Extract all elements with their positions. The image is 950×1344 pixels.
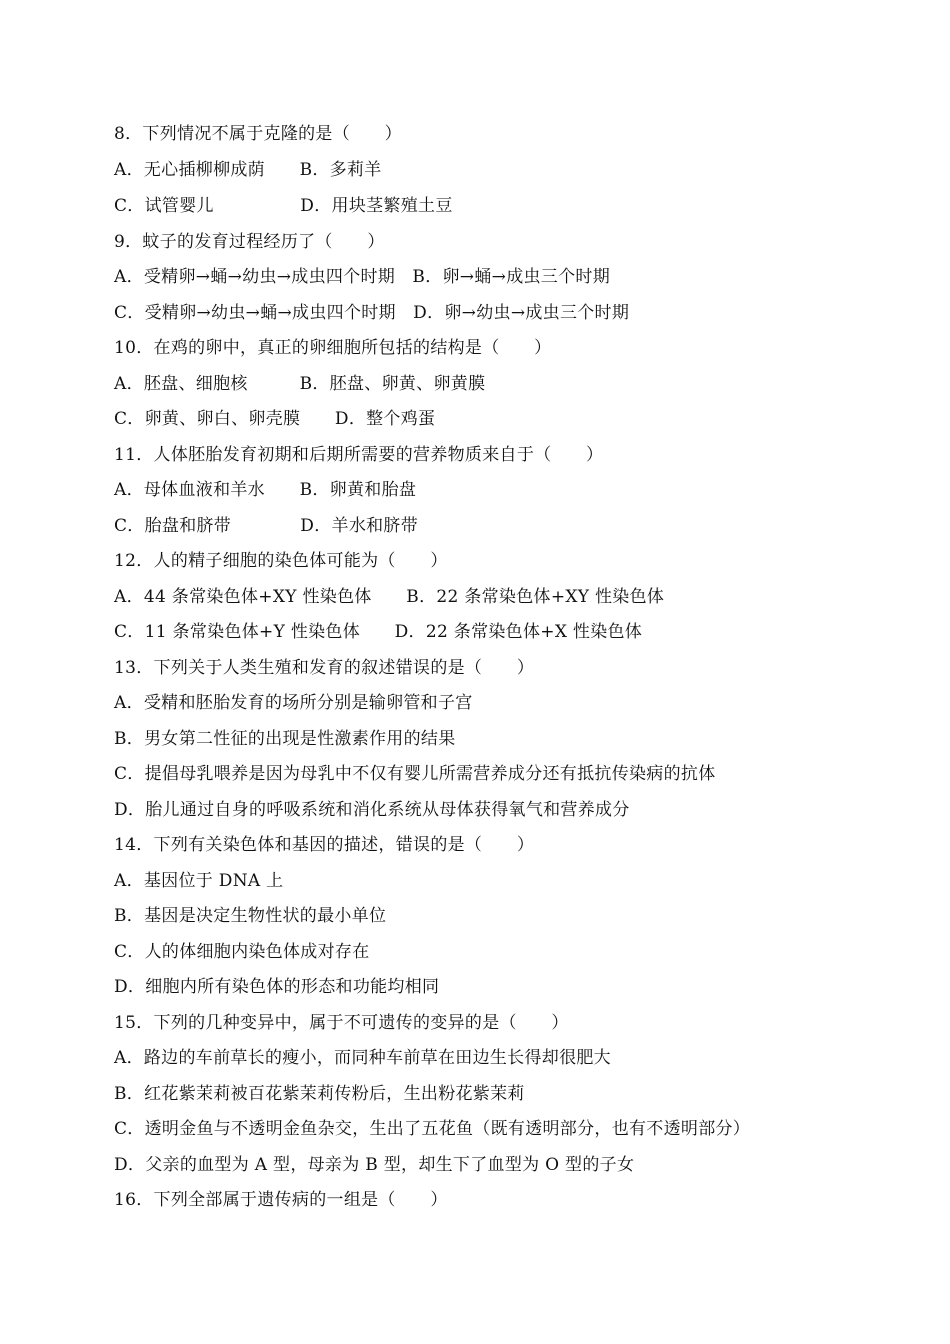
- question-9-options-cd: C．受精卵→幼虫→蛹→成虫四个时期 D．卵→幼虫→成虫三个时期: [114, 303, 630, 323]
- question-11-options-ab: A．母体血液和羊水 B．卵黄和胎盘: [114, 480, 417, 500]
- question-16-stem: 16．下列全部属于遗传病的一组是（ ）: [114, 1190, 448, 1210]
- question-15-option-c: C．透明金鱼与不透明金鱼杂交，生出了五花鱼（既有透明部分，也有不透明部分）: [114, 1119, 751, 1139]
- question-12-options-ab: A．44 条常染色体+XY 性染色体 B．22 条常染色体+XY 性染色体: [114, 587, 665, 607]
- question-15-option-a: A．路边的车前草长的瘦小，而同种车前草在田边生长得却很肥大: [114, 1048, 611, 1068]
- question-8-options-cd: C．试管婴儿 D．用块茎繁殖土豆: [114, 196, 453, 216]
- question-11-stem: 11．人体胚胎发育初期和后期所需要的营养物质来自于（ ）: [114, 445, 604, 465]
- question-14-option-c: C．人的体细胞内染色体成对存在: [114, 942, 370, 962]
- question-9-options-ab: A．受精卵→蛹→幼虫→成虫四个时期 B．卵→蛹→成虫三个时期: [114, 267, 610, 287]
- question-15-option-b: B．红花紫茉莉被百花紫茉莉传粉后，生出粉花紫茉莉: [114, 1084, 525, 1104]
- question-13-option-a: A．受精和胚胎发育的场所分别是输卵管和子宫: [114, 693, 473, 713]
- question-14-option-d: D．细胞内所有染色体的形态和功能均相同: [114, 977, 440, 997]
- question-14-option-b: B．基因是决定生物性状的最小单位: [114, 906, 387, 926]
- question-14-stem: 14．下列有关染色体和基因的描述，错误的是（ ）: [114, 835, 535, 855]
- question-12-stem: 12．人的精子细胞的染色体可能为（ ）: [114, 551, 448, 571]
- question-13-option-c: C．提倡母乳喂养是因为母乳中不仅有婴儿所需营养成分还有抵抗传染病的抗体: [114, 764, 716, 784]
- question-13-option-d: D．胎儿通过自身的呼吸系统和消化系统从母体获得氧气和营养成分: [114, 800, 630, 820]
- question-9-stem: 9．蚊子的发育过程经历了（ ）: [114, 232, 385, 252]
- question-10-options-cd: C．卵黄、卵白、卵壳膜 D．整个鸡蛋: [114, 409, 436, 429]
- question-11-options-cd: C．胎盘和脐带 D．羊水和脐带: [114, 516, 419, 536]
- question-12-options-cd: C．11 条常染色体+Y 性染色体 D．22 条常染色体+X 性染色体: [114, 622, 643, 642]
- question-10-stem: 10．在鸡的卵中，真正的卵细胞所包括的结构是（ ）: [114, 338, 552, 358]
- question-15-stem: 15．下列的几种变异中，属于不可遗传的变异的是（ ）: [114, 1013, 569, 1033]
- question-8-options-ab: A．无心插柳柳成荫 B．多莉羊: [114, 160, 382, 180]
- question-13-stem: 13．下列关于人类生殖和发育的叙述错误的是（ ）: [114, 658, 535, 678]
- question-8-stem: 8．下列情况不属于克隆的是（ ）: [114, 124, 402, 144]
- question-15-option-d: D．父亲的血型为 A 型，母亲为 B 型，却生下了血型为 O 型的子女: [114, 1155, 635, 1175]
- question-13-option-b: B．男女第二性征的出现是性激素作用的结果: [114, 729, 456, 749]
- question-14-option-a: A．基因位于 DNA 上: [114, 871, 284, 891]
- question-10-options-ab: A．胚盘、细胞核 B．胚盘、卵黄、卵黄膜: [114, 374, 486, 394]
